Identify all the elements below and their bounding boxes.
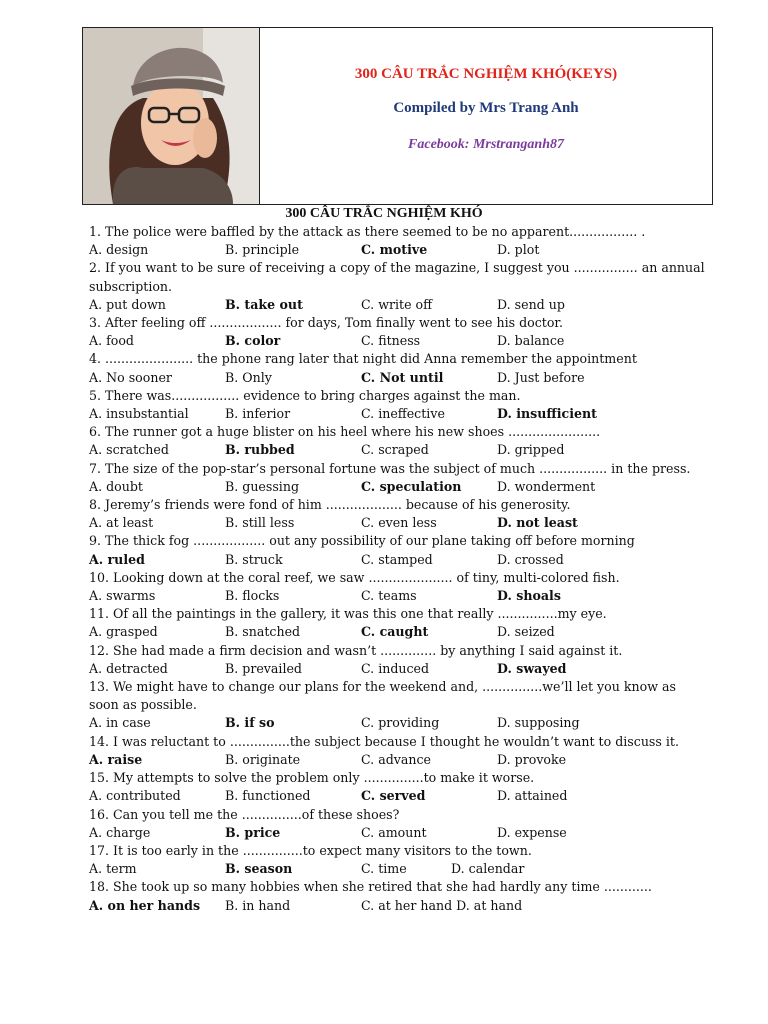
answer-option: B. in hand <box>225 897 291 913</box>
question-text: 6. The runner got a huge blister on his heel where his new shoes ....................... <box>89 424 601 440</box>
answer-option: C. write off <box>361 296 433 312</box>
question-text: 14. I was reluctant to ...............the subject because I thought he wouldn’t want to discuss it. <box>89 733 679 749</box>
answer-option: C. even less <box>361 515 437 531</box>
question-text: 17. It is too early in the ...............to expect many visitors to the town. <box>89 842 532 858</box>
answer-option: D. crossed <box>497 551 564 567</box>
answer-option: C. induced <box>361 660 430 676</box>
correct-answer-option: D. not least <box>497 515 578 531</box>
answer-option: A. detracted <box>89 660 168 676</box>
correct-answer-option: A. on her hands <box>89 897 201 913</box>
correct-answer-option: D. insufficient <box>497 406 597 422</box>
header-title: 300 CÂU TRẮC NGHIỆM KHÓ(KEYS) <box>354 66 618 82</box>
correct-answer-option: B. if so <box>225 715 275 731</box>
answer-option: A. put down <box>89 296 166 312</box>
answer-options <box>89 551 709 569</box>
answer-option: B. guessing <box>225 478 300 494</box>
correct-answer-option: C. motive <box>361 242 428 258</box>
answer-option: B. flocks <box>225 588 280 604</box>
correct-answer-option: B. color <box>225 333 281 349</box>
answer-option: B. inferior <box>225 406 291 422</box>
answer-option: C. providing <box>361 715 440 731</box>
answer-option: A. insubstantial <box>89 406 189 422</box>
correct-answer-option: D. shoals <box>497 588 561 604</box>
answer-options <box>89 897 709 915</box>
answer-option: B. still less <box>225 515 295 531</box>
answer-option: D. send up <box>497 296 565 312</box>
answer-option: C. advance <box>361 751 432 767</box>
question-text: 8. Jeremy’s friends were fond of him ................... because of his generosity. <box>89 497 571 513</box>
answer-option: D. provoke <box>497 751 567 767</box>
answer-option: D. seized <box>497 624 555 640</box>
author-photo <box>83 28 260 204</box>
answer-option: A. term <box>89 861 137 877</box>
answer-option: B. functioned <box>225 788 311 804</box>
answer-options <box>89 787 709 805</box>
answer-option: D. expense <box>497 824 567 840</box>
answer-option: D. Just before <box>497 369 585 385</box>
answer-option: A. scratched <box>89 442 169 458</box>
answer-option: D. gripped <box>497 442 565 458</box>
answer-option: A. in case <box>89 715 151 731</box>
answer-option: C. amount <box>361 824 427 840</box>
answer-option: A. charge <box>89 824 151 840</box>
answer-option: A. swarms <box>89 588 156 604</box>
answer-option: C. time <box>361 861 407 877</box>
answer-option: C. at her hand <box>361 897 453 913</box>
answer-option: B. prevailed <box>225 660 302 676</box>
answer-options <box>89 405 709 423</box>
correct-answer-option: D. swayed <box>497 660 567 676</box>
answer-options <box>89 623 709 641</box>
answer-options <box>89 587 709 605</box>
correct-answer-option: C. caught <box>361 624 429 640</box>
answer-option: C. fitness <box>361 333 421 349</box>
question-text: 13. We might have to change our plans for the weekend and, ...............we’ll let you know as soon as possible. <box>89 679 676 713</box>
correct-answer-option: B. take out <box>225 296 303 312</box>
answer-option: C. scraped <box>361 442 429 458</box>
correct-answer-option: B. rubbed <box>225 442 295 458</box>
question-text: 1. The police were baffled by the attack as there seemed to be no apparent................. . <box>89 224 646 239</box>
header-box <box>82 27 713 205</box>
answer-option: D. wonderment <box>497 478 596 494</box>
answer-option: A. No sooner <box>89 369 172 385</box>
question-text: 15. My attempts to solve the problem only ...............to make it worse. <box>89 770 535 786</box>
document-title: 300 CÂU TRẮC NGHIỆM KHÓ <box>285 206 483 221</box>
correct-answer-option: B. season <box>225 861 293 877</box>
answer-option: D. attained <box>497 788 568 804</box>
answer-options <box>89 860 709 878</box>
answer-options <box>89 332 709 350</box>
answer-option: B. principle <box>225 242 300 258</box>
question-text: 7. The size of the pop-star’s personal fortune was the subject of much ................. in the press. <box>89 460 691 476</box>
question-text: 2. If you want to be sure of receiving a copy of the magazine, I suggest you ................ an annual subscription. <box>89 260 705 294</box>
answer-options <box>89 824 709 842</box>
correct-answer-option: C. served <box>361 788 426 804</box>
compiled-by: Compiled by Mrs Trang Anh <box>393 100 579 116</box>
correct-answer-option: C. speculation <box>361 478 462 494</box>
answer-options <box>89 514 709 532</box>
correct-answer-option: A. ruled <box>89 551 145 567</box>
question-text: 16. Can you tell me the ...............of these shoes? <box>89 806 400 822</box>
answer-option: B. Only <box>225 369 272 385</box>
correct-answer-option: C. Not until <box>361 369 444 385</box>
answer-options <box>89 441 709 459</box>
question-text: 3. After feeling off .................. for days, Tom finally went to see his doctor. <box>89 315 564 331</box>
answer-options <box>89 714 709 732</box>
correct-answer-option: B. price <box>225 824 281 840</box>
correct-answer-option: A. raise <box>89 751 143 767</box>
portrait-illustration <box>83 28 259 204</box>
answer-option: B. originate <box>225 751 301 767</box>
answer-option: D. at hand <box>456 897 523 913</box>
answer-option: A. contributed <box>89 788 181 804</box>
question-text: 12. She had made a firm decision and wasn’t .............. by anything I said against it. <box>89 642 623 658</box>
answer-options <box>89 478 709 496</box>
answer-options <box>89 751 709 769</box>
question-text: 9. The thick fog .................. out any possibility of our plane taking off before morning <box>89 533 635 549</box>
answer-options <box>89 369 709 387</box>
question-text: 10. Looking down at the coral reef, we saw ..................... of tiny, multi-colored fish. <box>89 569 620 585</box>
answer-option: C. stamped <box>361 551 433 567</box>
question-text: 4. ...................... the phone rang later that night did Anna remember the appointment <box>89 351 637 367</box>
answer-options <box>89 660 709 678</box>
answer-option: A. design <box>89 242 149 258</box>
answer-options <box>89 296 709 314</box>
answer-option: A. grasped <box>89 624 158 640</box>
answer-option: B. snatched <box>225 624 301 640</box>
answer-option: C. ineffective <box>361 406 445 422</box>
header-text <box>260 28 712 204</box>
answer-option: A. doubt <box>89 478 143 494</box>
answer-option: D. balance <box>497 333 565 349</box>
answer-option: D. supposing <box>497 715 580 731</box>
question-text: 11. Of all the paintings in the gallery, it was this one that really ...............my eye. <box>89 606 607 622</box>
answer-option: C. teams <box>361 588 417 604</box>
answer-option: B. struck <box>225 551 283 567</box>
answer-option: A. food <box>89 333 134 349</box>
question-list <box>89 223 709 915</box>
answer-option: D. calendar <box>451 861 525 877</box>
facebook-handle: Facebook: Mrstranganh87 <box>408 137 564 152</box>
question-text: 5. There was................. evidence to bring charges against the man. <box>89 387 521 403</box>
answer-option: D. plot <box>497 242 540 258</box>
question-text: 18. She took up so many hobbies when she retired that she had hardly any time ............ <box>89 879 652 895</box>
answer-options <box>89 241 709 259</box>
answer-option: A. at least <box>89 515 154 531</box>
